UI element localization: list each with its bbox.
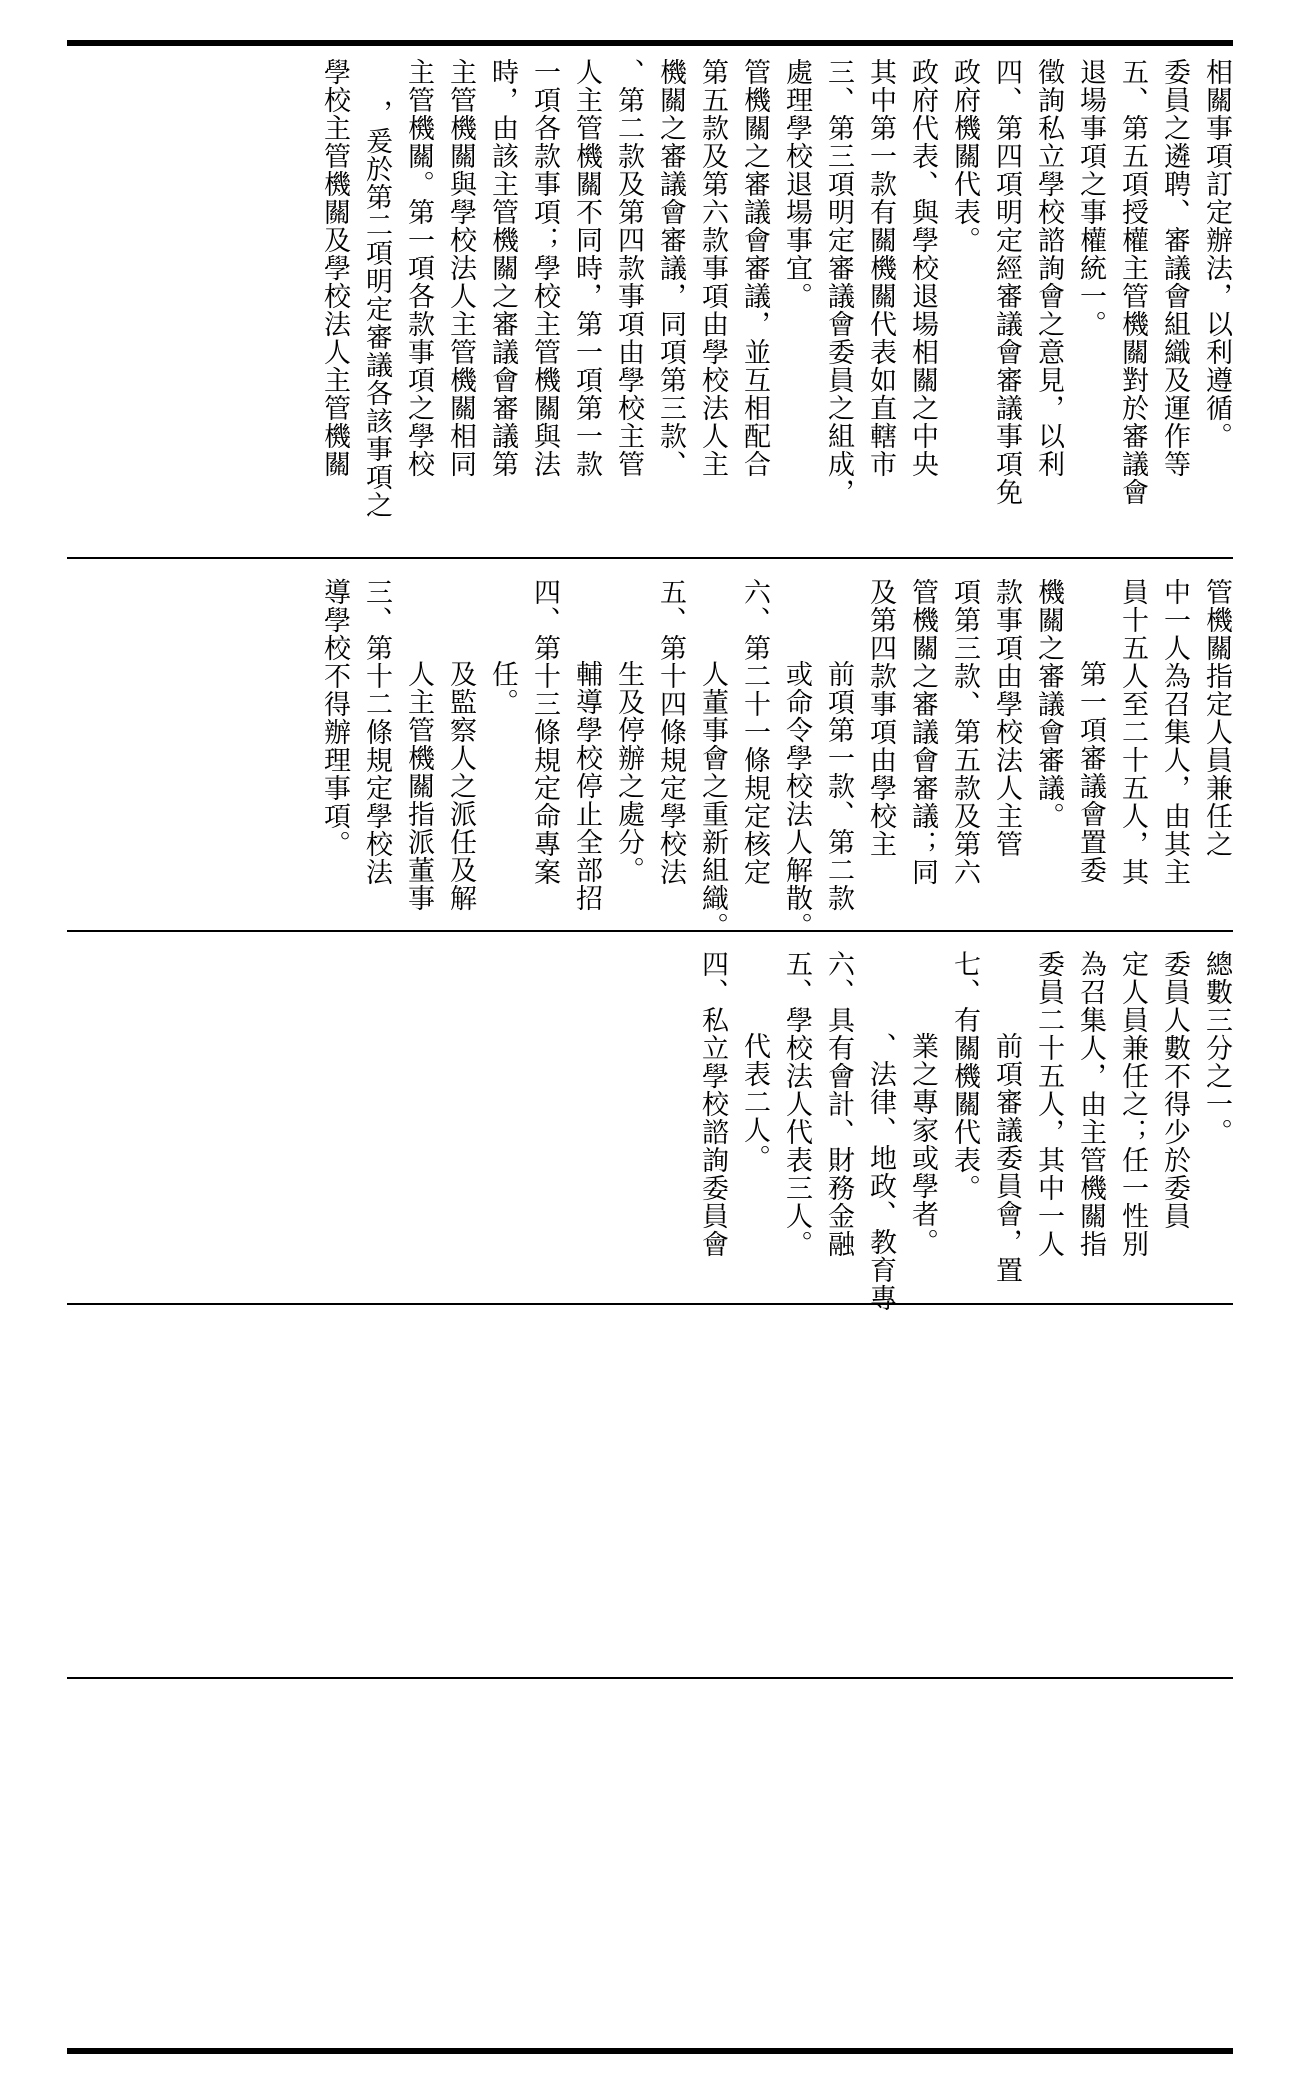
text-line: 其中第一款有關機關代表如直轄市	[865, 58, 896, 478]
text-line: 管機關之審議會審議；同	[907, 578, 938, 886]
text-line: 機關之審議會審議，同項第三款、	[655, 58, 686, 478]
text-line: 管機關指定人員兼任之	[1201, 578, 1232, 858]
bottom-rule	[67, 2048, 1233, 2054]
text-line: 七、有關機關代表。	[949, 950, 980, 1202]
text-line: 四、私立學校諮詢委員會	[697, 950, 728, 1258]
text-line: 業之專家或學者。	[907, 1032, 938, 1256]
text-line: 生及停辦之處分。	[613, 660, 644, 884]
text-line: 或命令學校法人解散。	[781, 660, 812, 940]
text-line: 相關事項訂定辦法，以利遵循。	[1201, 58, 1232, 450]
text-line: 款事項由學校法人主管	[991, 578, 1022, 858]
text-line: 委員人數不得少於委員	[1159, 950, 1190, 1230]
text-line: 及監察人之派任及解	[445, 660, 476, 912]
text-line: 委員之遴聘、審議會組織及運作等	[1159, 58, 1190, 478]
row-divider-1	[67, 557, 1233, 559]
text-line: 員十五人至二十五人，其	[1117, 578, 1148, 886]
article-text-column	[315, 578, 1236, 940]
text-line: 徵詢私立學校諮詢會之意見，以利	[1033, 58, 1064, 478]
text-line: 三、第十二條規定學校法	[361, 578, 392, 886]
text-line: 處理學校退場事宜。	[781, 58, 812, 310]
text-line: 、第二款及第四款事項由學校主管	[613, 58, 644, 478]
text-line: 主管機關。第一項各款事項之學校	[403, 58, 434, 478]
text-line: 前項審議委員會，置	[991, 1032, 1022, 1284]
text-line: 人主管機關指派董事	[403, 660, 434, 912]
text-line: 前項第一款、第二款	[823, 660, 854, 912]
text-line: 及第四款事項由學校主	[865, 578, 896, 858]
text-line: 退場事項之事權統一。	[1075, 58, 1106, 338]
text-line: 五、第十四條規定學校法	[655, 578, 686, 886]
text-line: 任。	[487, 660, 518, 716]
text-line: 人主管機關不同時，第一項第一款	[571, 58, 602, 478]
text-line: 為召集人，由主管機關指	[1075, 950, 1106, 1258]
text-line: 定人員兼任之；任一性別	[1117, 950, 1148, 1258]
explanation-column	[315, 58, 1236, 519]
text-line: 學校主管機關及學校法人主管機關	[319, 58, 350, 478]
text-line: 三、第三項明定審議會委員之組成，	[823, 58, 854, 506]
text-line: 主管機關與學校法人主管機關相同	[445, 58, 476, 478]
text-line: 人董事會之重新組織。	[697, 660, 728, 940]
text-line: 四、第四項明定經審議會審議事項免	[991, 58, 1022, 506]
text-line: 管機關之審議會審議，並互相配合	[739, 58, 770, 478]
top-rule	[67, 40, 1233, 46]
text-line: 四、第十三條規定命專案	[529, 578, 560, 886]
text-line: 導學校不得辦理事項。	[319, 578, 350, 858]
text-line: 總數三分之一。	[1201, 950, 1232, 1146]
text-line: 機關之審議會審議。	[1033, 578, 1064, 830]
original-text-column	[693, 950, 1236, 1312]
text-line: 委員二十五人，其中一人	[1033, 950, 1064, 1258]
text-line: 六、第二十一條規定核定	[739, 578, 770, 886]
text-line: ，爰於第二項明定審議各該事項之	[361, 99, 392, 519]
text-line: 輔導學校停止全部招	[571, 660, 602, 912]
text-line: 第一項審議會置委	[1075, 660, 1106, 884]
text-line: 中一人為召集人，由其主	[1159, 578, 1190, 886]
text-line: 、法律、地政、教育專	[865, 1032, 896, 1312]
text-line: 項第三款、第五款及第六	[949, 578, 980, 886]
text-line: 五、第五項授權主管機關對於審議會	[1117, 58, 1148, 506]
text-line: 代表二人。	[739, 1032, 770, 1172]
text-line: 時，由該主管機關之審議會審議第	[487, 58, 518, 478]
text-line: 政府機關代表。	[949, 58, 980, 254]
text-line: 五、學校法人代表三人。	[781, 950, 812, 1258]
text-line: 一項各款事項；學校主管機關與法	[529, 58, 560, 478]
text-line: 六、具有會計、財務金融	[823, 950, 854, 1258]
text-line: 政府代表、與學校退場相關之中央	[907, 58, 938, 478]
row-divider-4	[67, 1677, 1233, 1679]
text-line: 第五款及第六款事項由學校法人主	[697, 58, 728, 478]
